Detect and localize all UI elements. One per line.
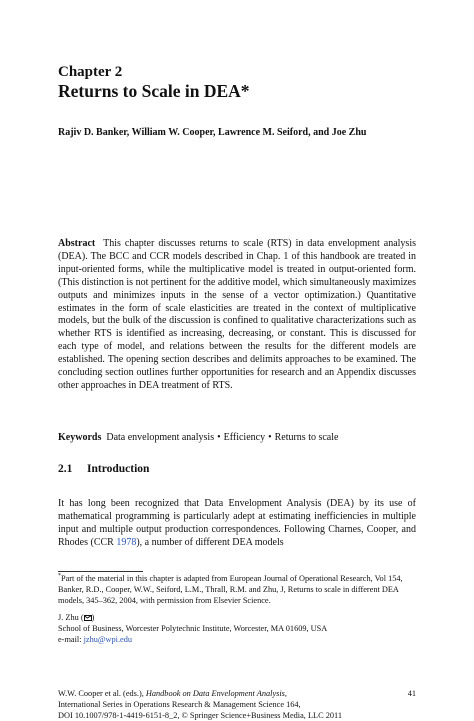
footnote-text: Part of the material in this chapter is adapted from European Journal of Operational Research, Vol 154, Banker, R.D., Cooper, W.W., Seiford, L.M., Thrall, R.M. and Zhu, J, Returns to scale in different DEA models, 345–362, 2004, with permission from Elsevier Science. [58, 574, 403, 605]
footer-line-3: DOI 10.1007/978-1-4419-6151-8_2, © Springer Science+Business Media, LLC 2011 [58, 710, 342, 720]
affiliation-name-line: J. Zhu ( ) [58, 613, 95, 622]
email-link[interactable]: jzhu@wpi.edu [83, 634, 133, 644]
page-number: 41 [407, 689, 416, 698]
keyword-separator: • [217, 432, 221, 443]
abstract-heading: Abstract [58, 238, 96, 249]
abstract-text: This chapter discusses returns to scale (RTS) in data envelopment analysis (DEA). The BCC and CCR models described in Chap. 1 of this handbook are treated in input-oriented forms, while the multiplicative model is treated in output-oriented form. (This distinction is not pertinent for the additive model, which simultaneously maximizes outputs and minimizes inputs in the sense of a vector optimization.) Quantitative estimates in the form of scale elasticities are treated in the context of multiplicative models, but the bulk of the discussion is confined to qualitative characterizations such as whether RTS is identified as increasing, decreasing, or constant. This is discussed for each type of model, and relations between the results for the different models are established. The opening section describes and delimits approaches to be examined. The concluding section outlines further opportunities for research and an Appendix discusses other approaches in DEA treatment of RTS. [58, 238, 416, 391]
abstract [58, 238, 416, 393]
footnote-mark: * [58, 573, 61, 580]
section-heading [58, 462, 416, 476]
footnote [58, 574, 416, 606]
affiliation [58, 613, 416, 645]
chapter-title: Returns to Scale in DEA* [58, 81, 250, 101]
page-footer [58, 689, 416, 721]
keywords [58, 431, 416, 444]
intro-paragraph [58, 497, 416, 549]
affiliation-email-line [58, 635, 416, 646]
footnote-divider [58, 571, 143, 572]
section-number: 2.1 [58, 463, 73, 475]
email-label: e-mail: [58, 634, 82, 644]
affiliation-name: J. Zhu [58, 613, 79, 622]
footer-editors: W.W. Cooper et al. (eds.), [58, 689, 144, 698]
intro-text-continued: ), a number of different DEA models [136, 537, 284, 548]
envelope-icon [84, 615, 92, 621]
keywords-heading: Keywords [58, 432, 102, 443]
footer-line-2: International Series in Operations Research & Management Science 164, [58, 699, 301, 709]
footer-book-title: Handbook on Data Envelopment Analysis, [145, 689, 287, 698]
chapter-label: Chapter 2 [58, 64, 123, 80]
author-list: Rajiv D. Banker, William W. Cooper, Lawrence M. Seiford, and Joe Zhu [58, 127, 367, 138]
keyword-item: Efficiency [223, 432, 266, 443]
intro-text: It has long been recognized that Data Envelopment Analysis (DEA) by its use of mathematical programming is particularly adept at estimating inefficiencies in multiple input and multiple output production correspondences. Following Charnes, Cooper, and Rhodes (CCR [58, 498, 416, 548]
citation-link[interactable]: 1978 [116, 537, 137, 548]
affiliation-address: School of Business, Worcester Polytechnic Institute, Worcester, MA 01609, USA [58, 623, 328, 633]
footer-line-1 [58, 689, 416, 700]
keyword-item: Returns to scale [274, 432, 339, 443]
section-title: Introduction [87, 463, 150, 475]
keyword-item: Data envelopment analysis [106, 432, 215, 443]
keyword-separator: • [268, 432, 272, 443]
